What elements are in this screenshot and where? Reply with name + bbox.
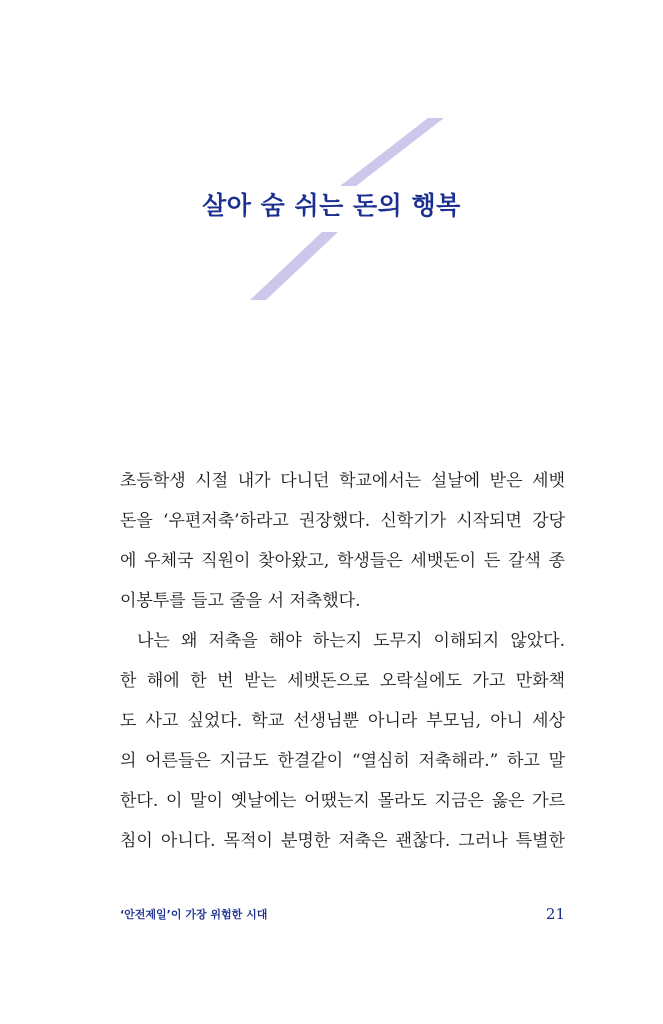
- page-number: 21: [545, 905, 565, 923]
- text-line: 이봉투를 들고 줄을 서 저축했다.: [120, 591, 361, 611]
- running-footer-title: ‘안전제일’이 가장 위험한 시대: [120, 908, 268, 921]
- text-line: 초등학생 시절 내가 다니던 학교에서는 설날에 받은 세뱃: [120, 471, 565, 491]
- chapter-title: 살아 숨 쉬는 돈의 행복: [202, 191, 461, 220]
- body-text: [120, 461, 565, 861]
- lower-diagonal-stripe: [250, 232, 338, 300]
- text-line: 에 우체국 직원이 찾아왔고, 학생들은 세뱃돈이 든 갈색 종: [120, 551, 565, 571]
- text-line: 한다. 이 말이 옛날에는 어땠는지 몰라도 지금은 옳은 가르: [120, 791, 565, 811]
- text-line: 나는 왜 저축을 해야 하는지 도무지 이해되지 않았다.: [137, 631, 565, 651]
- text-line: 도 사고 싶었다. 학교 선생님뿐 아니라 부모님, 아니 세상: [120, 711, 565, 731]
- upper-diagonal-stripe: [340, 118, 444, 186]
- text-line: 돈을 ‘우편저축’하라고 권장했다. 신학기가 시작되면 강당: [120, 511, 565, 531]
- text-line: 한 해에 한 번 받는 세뱃돈으로 오락실에도 가고 만화책: [120, 671, 565, 691]
- paragraph-2: [120, 621, 565, 861]
- text-line: 침이 아니다. 목적이 분명한 저축은 괜찮다. 그러나 특별한: [120, 831, 565, 851]
- text-line: 의 어른들은 지금도 한결같이 “열심히 저축해라.” 하고 말: [120, 751, 565, 771]
- paragraph-1: [120, 461, 565, 621]
